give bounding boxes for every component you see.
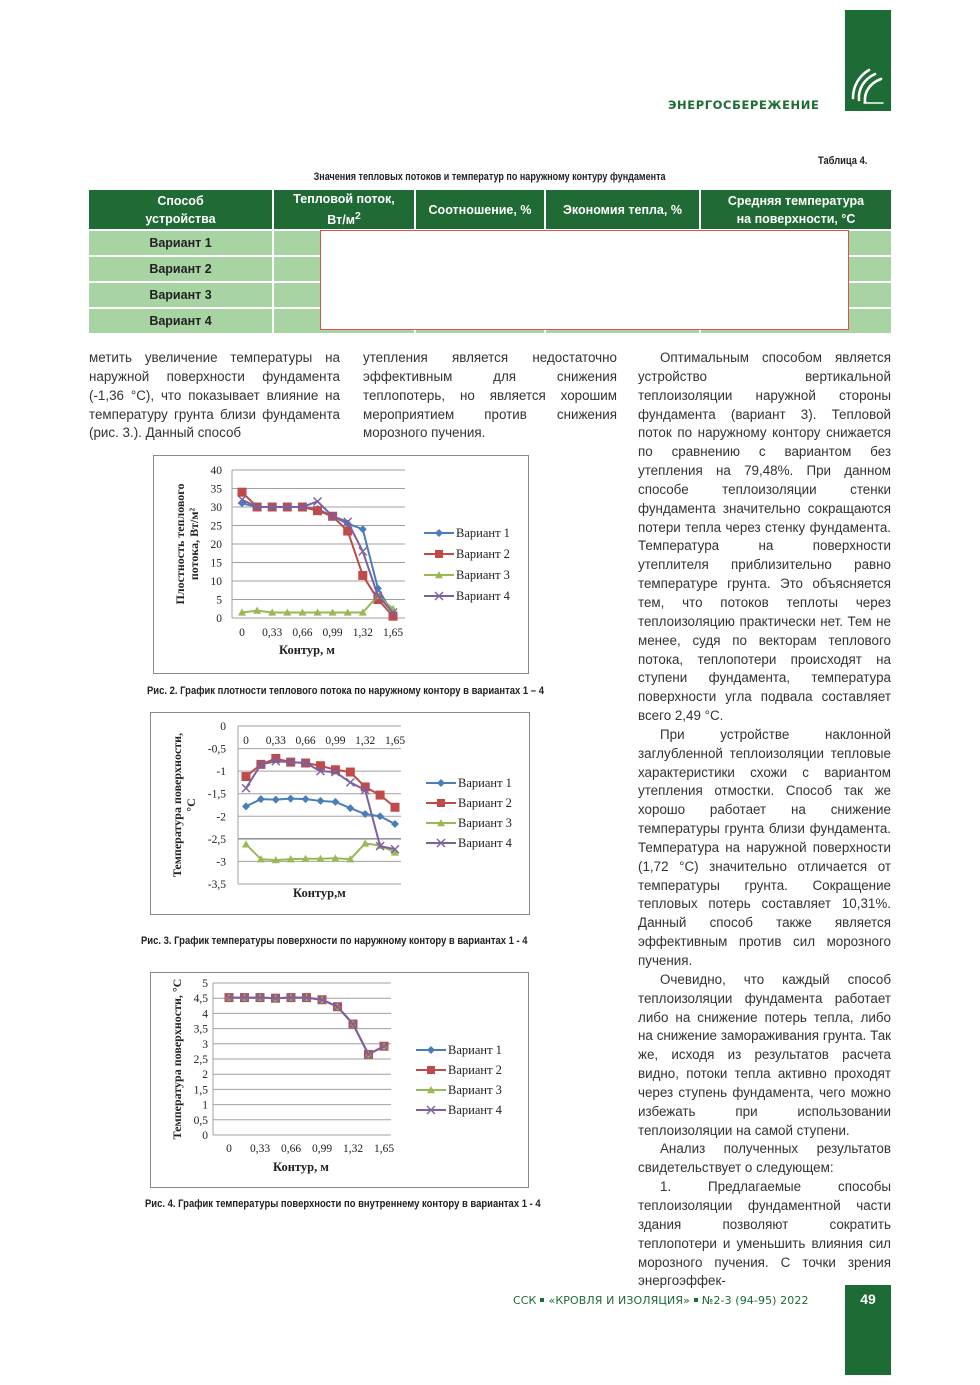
data-point: [427, 1046, 435, 1054]
y-tick-label: 1: [202, 1099, 208, 1112]
paragraph: При устройстве наклонной заглубленной теплоизоляции тепловые характеристики схожи с вариантом утепления отмостки. Способ так же хорошо работает на снижение температуры грунта близи фундамента. Температура на наружной поверхности (1,72 °С) значительно отличается от температуры грунта. Сокращение тепловых потерь составляет 10,31%. Данный способ также является эффективным против сил морозного пучения.: [638, 726, 891, 968]
x-tick-label: 1,32: [355, 735, 376, 747]
figure-caption: Рис. 3. График температуры поверхности по наружному контору в вариантах 1 - 4: [141, 935, 528, 947]
table-number: Таблица 4.: [818, 155, 868, 167]
data-point: [346, 804, 354, 812]
y-tick-label: 2,5: [193, 1054, 208, 1066]
data-point: [376, 791, 385, 800]
data-point: [427, 1066, 435, 1074]
data-point: [358, 571, 367, 580]
series-line: [246, 761, 395, 849]
data-point: [376, 812, 384, 820]
text-column-2: утепления является недостаточно эффективным для снижения теплопотерь, но является хорошим мероприятием против снижения морозного пучения.: [363, 350, 617, 441]
x-tick-label: 1,32: [352, 627, 373, 639]
data-point: [437, 799, 445, 807]
chart-heat-flux-frame: [153, 455, 529, 674]
paragraph: 1. Предлагаемые способы теплоизоляции фундаментной части здания позволяют сократить теплопотери и уменьшить влияния сил морозного пучения. С точки зрения энергоэффек-: [638, 1179, 891, 1289]
x-tick-label: 1,32: [342, 1143, 364, 1155]
y-axis-label-line: Температура поверхности, °С: [170, 978, 184, 1140]
legend-label: Вариант 2: [456, 547, 510, 561]
y-tick-label: 5: [202, 978, 208, 990]
data-point: [242, 840, 250, 847]
y-tick-label: 3: [202, 1038, 208, 1051]
paragraph: Оптимальным способом является устройство вертикальной теплоизоляции наружной стороны фундамента (вариант 3). Тепловой поток по наружному контору снижается по сравнению с вариантом без утепления на 79,48%. При данном способе теплоизоляции стенки фундамента значительно сокращаются потери тепла через стенку фундамента. Температура на поверхности утеплителя приблизительно равно температуре грунта. Это объясняется тем, что потоков теплоты через теплоизоляцию практически нет. Тем не менее, судя по векторам теплового потока, теплопотери происходят на ступени фундамента, температура поверхности угла подвала составляет всего 2,49 °С.: [638, 350, 891, 724]
y-axis-label-line: Температура поверхности,: [170, 732, 184, 878]
column-header: Средняя температура на поверхности, °С: [700, 190, 891, 230]
y-tick-label: 0: [202, 1130, 208, 1142]
legend-label: Вариант 3: [456, 568, 510, 582]
leaf-logo-icon: [845, 62, 891, 108]
text-column-1: метить увеличение температуры на наружной поверхности фундамента (-1,36 °С), что показывает влияние на температуру грунта близи фундамента (рис. 3.). Данный способ: [89, 350, 340, 441]
series-line: [229, 998, 384, 1055]
legend-label: Вариант 2: [458, 796, 512, 810]
legend-label: Вариант 3: [448, 1083, 502, 1097]
chart-outer-temp-frame: [150, 712, 530, 915]
y-tick-label: 1,5: [193, 1084, 208, 1097]
x-tick-label: 0,99: [322, 627, 343, 639]
table-caption: Значения тепловых потоков и температур по наружному контуру фундамента: [314, 171, 666, 183]
legend-label: Вариант 3: [458, 816, 512, 830]
paragraph: Анализ полученных результатов свидетельствует о следующем:: [638, 1141, 891, 1176]
data-point: [238, 488, 247, 497]
x-tick-label: 0: [243, 735, 249, 747]
series-line: [229, 998, 384, 1055]
x-tick-label: 0,99: [325, 735, 346, 747]
x-axis-label: Контур, м: [273, 1160, 329, 1174]
y-tick-label: 15: [210, 557, 222, 570]
data-point: [346, 768, 355, 777]
data-point: [361, 810, 369, 818]
data-point: [242, 784, 250, 792]
y-tick-label: -1,5: [207, 788, 226, 801]
row-label: Вариант 1: [89, 230, 273, 256]
x-tick-label: 1,65: [373, 1143, 395, 1155]
y-tick-label: 30: [210, 502, 222, 514]
y-tick-label: 20: [210, 539, 222, 551]
data-point: [242, 772, 251, 781]
data-point: [317, 797, 325, 805]
legend-label: Вариант 4: [458, 836, 512, 850]
column-header: Тепловой поток, $Вт/м^2$: [273, 190, 415, 230]
data-point: [359, 525, 367, 533]
x-tick-label: 0,33: [265, 735, 286, 747]
data-point: [391, 820, 399, 828]
series-line: [242, 503, 393, 614]
y-tick-label: 35: [210, 483, 222, 496]
chart-outer-temp: [151, 713, 529, 914]
y-axis-label-line: Плостность теплового: [173, 483, 187, 605]
chart-inner-temp-frame: [150, 972, 529, 1188]
chart-heat-flux: [154, 456, 528, 673]
data-point: [331, 798, 339, 806]
y-tick-label: -3,5: [207, 879, 226, 891]
legend-label: Вариант 2: [448, 1063, 502, 1077]
y-tick-label: 5: [216, 594, 222, 607]
section-tab: [845, 10, 891, 111]
y-tick-label: 4,5: [193, 993, 208, 1006]
bullet-square-icon: [694, 1298, 698, 1302]
x-tick-label: 0: [226, 1143, 232, 1155]
y-tick-label: 3,5: [193, 1023, 208, 1036]
y-tick-label: -1: [216, 766, 226, 779]
series-line: [229, 998, 384, 1055]
y-tick-label: 0,5: [193, 1114, 208, 1127]
legend-label: Вариант 1: [448, 1043, 502, 1057]
data-point: [437, 779, 445, 787]
y-tick-label: 40: [210, 465, 222, 477]
data-point: [435, 529, 443, 537]
column-header: Способ устройства: [89, 190, 273, 230]
series-line: [229, 998, 384, 1055]
x-tick-label: 0,99: [311, 1143, 333, 1155]
text-column-3: [638, 349, 891, 1291]
x-tick-label: 1,65: [384, 735, 406, 747]
y-axis-label-line: °С: [184, 798, 198, 812]
data-point: [272, 796, 280, 804]
y-tick-label: -2: [216, 811, 226, 824]
x-tick-label: 0,66: [292, 627, 313, 639]
y-tick-label: -0,5: [207, 743, 226, 756]
x-tick-label: 0,66: [280, 1143, 302, 1155]
chart-inner-temp: [151, 973, 528, 1187]
row-label: Вариант 2: [89, 256, 273, 282]
y-tick-label: 0: [216, 613, 222, 625]
table-header-row: [89, 190, 891, 230]
y-tick-label: 2: [202, 1069, 208, 1082]
data-point: [302, 795, 310, 803]
section-title: ЭНЕРГОСБЕРЕЖЕНИЕ: [668, 98, 820, 112]
paragraph: Очевидно, что каждый способ теплоизоляции фундамента работает либо на снижение потерь тепла, либо на снижение замораживания грунта. Так же, исходя из результатов расчета видно, потоки тепла активно проходят через ступень фундамента, чего можно избежать при использовании теплоизоляции на самой ступени.: [638, 971, 891, 1138]
y-tick-label: 0: [220, 721, 226, 733]
bullet-square-icon: [540, 1298, 544, 1302]
journal-footer: ССК «КРОВЛЯ И ИЗОЛЯЦИЯ» №2-3 (94-95) 2022: [513, 1294, 809, 1307]
y-axis-label: [170, 733, 198, 877]
x-axis-label: Контур,м: [293, 886, 346, 900]
page-number-tab: [845, 1285, 891, 1375]
y-axis-label: [170, 979, 184, 1140]
data-point: [391, 803, 400, 812]
legend-label: Вариант 1: [456, 526, 510, 540]
x-tick-label: 0,33: [249, 1143, 271, 1155]
x-tick-label: 0,33: [262, 627, 283, 639]
data-point: [313, 506, 322, 515]
column-header: Соотношение, %: [415, 190, 545, 230]
figure-caption: Рис. 2. График плотности теплового потока по наружному контору в вариантах 1 – 4: [147, 685, 544, 697]
y-axis-label: [173, 484, 201, 605]
y-tick-label: -3: [216, 856, 226, 869]
x-tick-label: 1,65: [382, 627, 404, 639]
data-point: [242, 802, 250, 810]
column-header: Экономия тепла, %: [545, 190, 700, 230]
legend-label: Вариант 4: [456, 589, 510, 603]
page-number: 49: [860, 1291, 876, 1307]
legend-label: Вариант 4: [448, 1103, 502, 1117]
y-axis-label-line: потока, Вт/м²: [187, 507, 201, 581]
redaction-box: [320, 230, 849, 330]
y-tick-label: 4: [202, 1008, 208, 1021]
legend-label: Вариант 1: [458, 776, 512, 790]
x-tick-label: 0,66: [295, 735, 316, 747]
data-point: [346, 778, 354, 786]
figure-caption: Рис. 4. График температуры поверхности по внутреннему контору в вариантах 1 - 4: [145, 1198, 541, 1210]
data-point: [435, 550, 443, 558]
row-label: Вариант 3: [89, 282, 273, 308]
x-axis-label: Контур, м: [279, 643, 335, 657]
data-point: [257, 795, 265, 803]
y-tick-label: 25: [210, 520, 222, 533]
x-tick-label: 0: [239, 627, 245, 639]
data-point: [287, 795, 295, 803]
y-tick-label: -2,5: [207, 833, 226, 846]
y-tick-label: 10: [210, 576, 222, 588]
row-label: Вариант 4: [89, 308, 273, 333]
